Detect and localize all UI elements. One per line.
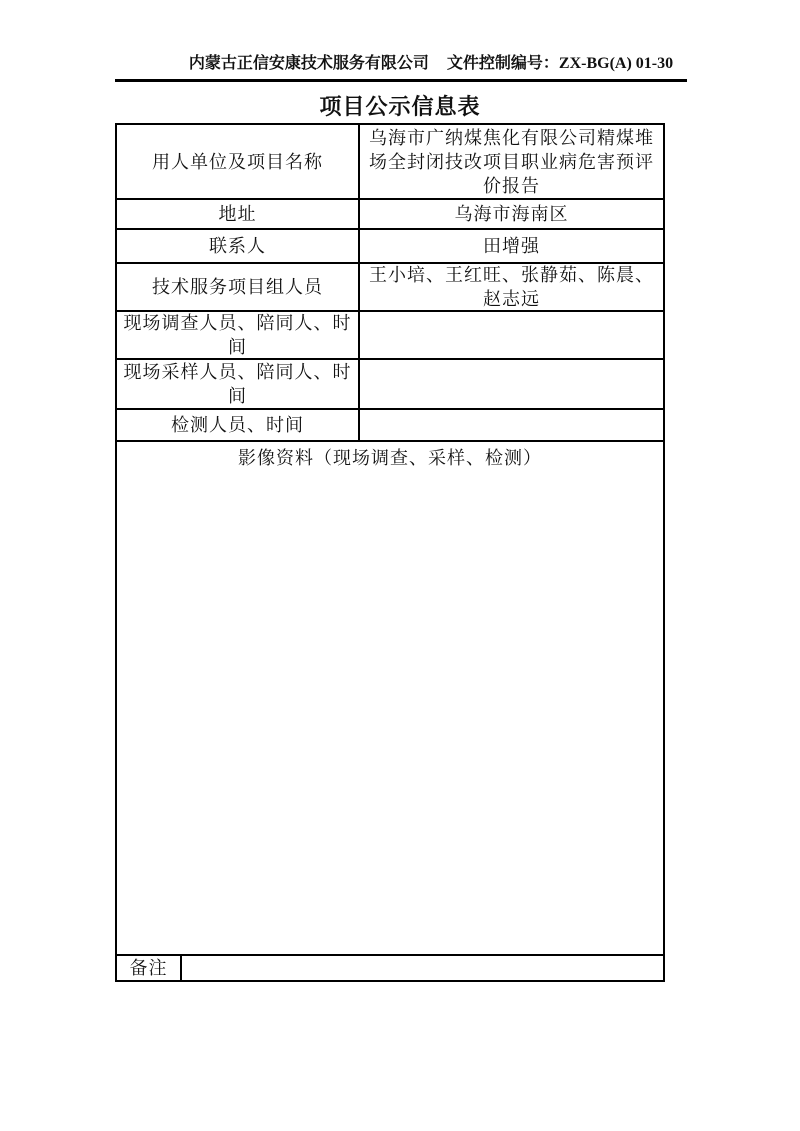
- row-label-project-team: 技术服务项目组人员: [117, 264, 360, 312]
- row-value-contact: 田增强: [360, 230, 665, 264]
- table-row-media: [117, 442, 665, 956]
- page-title: 项目公示信息表: [319, 94, 481, 119]
- project-info-table: [115, 123, 665, 982]
- row-value-project-team: 王小培、王红旺、张静茹、陈晨、赵志远: [360, 264, 665, 312]
- remark-value: [182, 956, 665, 982]
- table-row-testing: [117, 410, 665, 442]
- row-label-address: 地址: [117, 200, 360, 230]
- doc-control-number: 文件控制编号：ZX-BG(A) 01-30: [446, 55, 674, 72]
- row-label-site-survey: 现场调查人员、陪同人、时间: [117, 312, 360, 360]
- remark-label: 备注: [117, 956, 182, 982]
- company-name: 内蒙古正信安康技术服务有限公司: [188, 55, 429, 72]
- row-label-site-sampling: 现场采样人员、陪同人、时间: [117, 360, 360, 410]
- row-value-testing: [360, 410, 665, 442]
- table-row-site-survey: [117, 312, 665, 360]
- row-label-contact: 联系人: [117, 230, 360, 264]
- page-header: [115, 53, 687, 75]
- table-row-site-sampling: [117, 360, 665, 410]
- table-row-project-team: [117, 264, 665, 312]
- row-value-address: 乌海市海南区: [360, 200, 665, 230]
- media-section-cell: 影像资料（现场调查、采样、检测）: [117, 442, 665, 956]
- row-label-testing: 检测人员、时间: [117, 410, 360, 442]
- table-row-employer: [117, 125, 665, 200]
- row-label-employer: 用人单位及项目名称: [117, 125, 360, 200]
- table-row-contact: [117, 230, 665, 264]
- table-row-remark: [117, 956, 665, 982]
- row-value-employer: 乌海市广纳煤焦化有限公司精煤堆场全封闭技改项目职业病危害预评价报告: [360, 125, 665, 200]
- table-row-address: [117, 200, 665, 230]
- row-value-site-survey: [360, 312, 665, 360]
- header-divider-line: [115, 79, 687, 82]
- row-value-site-sampling: [360, 360, 665, 410]
